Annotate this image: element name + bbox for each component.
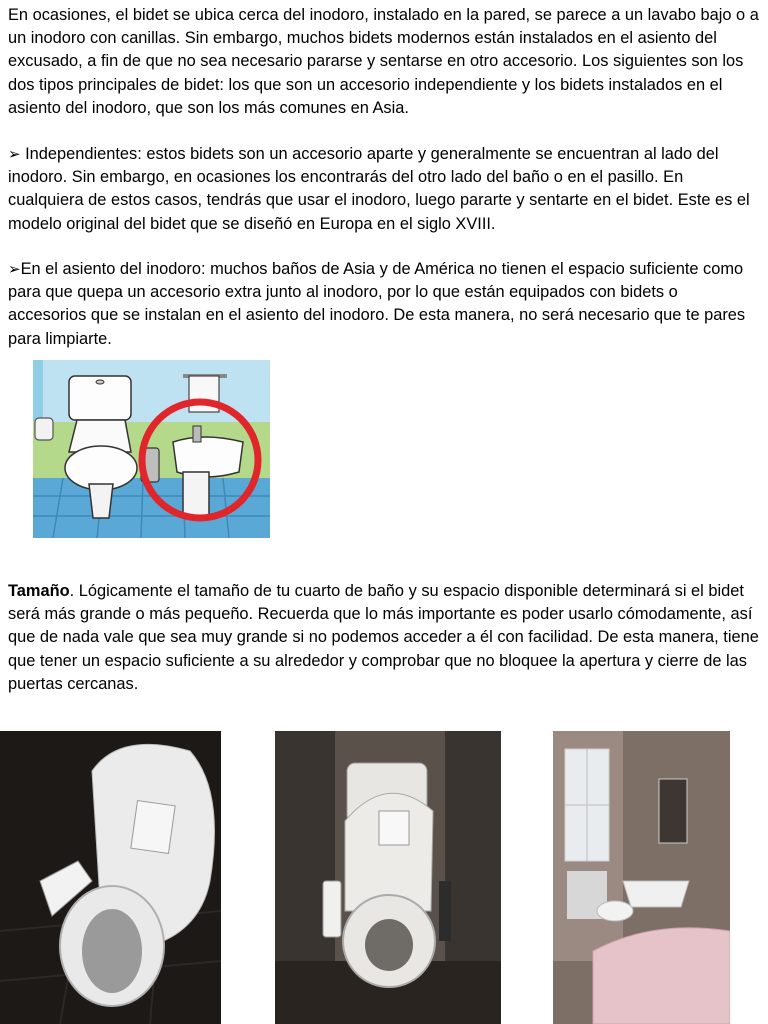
photo-toilet-bidet-seat [275, 731, 501, 1024]
bullet-independent [8, 143, 760, 236]
bullet-seat-text: En el asiento del inodoro: muchos baños de Asia y de América no tienen el espacio suficiente como para que quepa un accesorio extra junto al inodoro, por lo que están equipados con bidets o accesorios que se instalan en el asiento del inodoro. De esta manera, no será necesario que te pares para limpiarte. [8, 260, 746, 348]
bullet-arrow-icon: ➢ [8, 145, 21, 163]
photo-toilet-open-lid [0, 731, 221, 1024]
size-text: . Lógicamente el tamaño de tu cuarto de baño y su espacio disponible determinará si el bidet será más grande o más pequeño. Recuerda que lo más importante es poder usarlo cómodamente, así que de nada vale que sea muy grande si no podemos acceder a él con facilidad. De esta manera, tiene que tener un espacio suficiente a su alrededor y comprobar que no bloquee la apertura y cierre de las puertas cercanas. [8, 582, 759, 693]
bidet-illustration [33, 360, 270, 538]
bullet-arrow-icon: ➢ [8, 260, 21, 278]
bullet-independent-text: Independientes: estos bidets son un accesorio aparte y generalmente se encuentran al lado del inodoro. Sin embargo, en ocasiones los encontrarás del otro lado del baño o en el pasillo. En cualquiera de estos casos, tendrás que usar el inodoro, luego pararte y sentarte en el bidet. Este es el modelo original del bidet que se diseñó en Europa en el siglo XVIII. [8, 145, 750, 233]
intro-paragraph: En ocasiones, el bidet se ubica cerca del inodoro, instalado en la pared, se parece a un lavabo bajo o a un inodoro con canillas. Sin embargo, muchos bidets modernos están instalados en el asiento del excusado, a fin de que no sea necesario pararse y sentarse en otro accesorio. Los siguientes son los dos tipos principales de bidet: los que son un accesorio independiente y los bidets instalados en el asiento del inodoro, que son los más comunes en Asia. [8, 6, 759, 117]
size-paragraph [8, 580, 760, 696]
size-heading: Tamaño [8, 582, 70, 600]
bullet-seat [8, 258, 760, 351]
photo-bathroom-window-bidet [553, 731, 730, 1024]
